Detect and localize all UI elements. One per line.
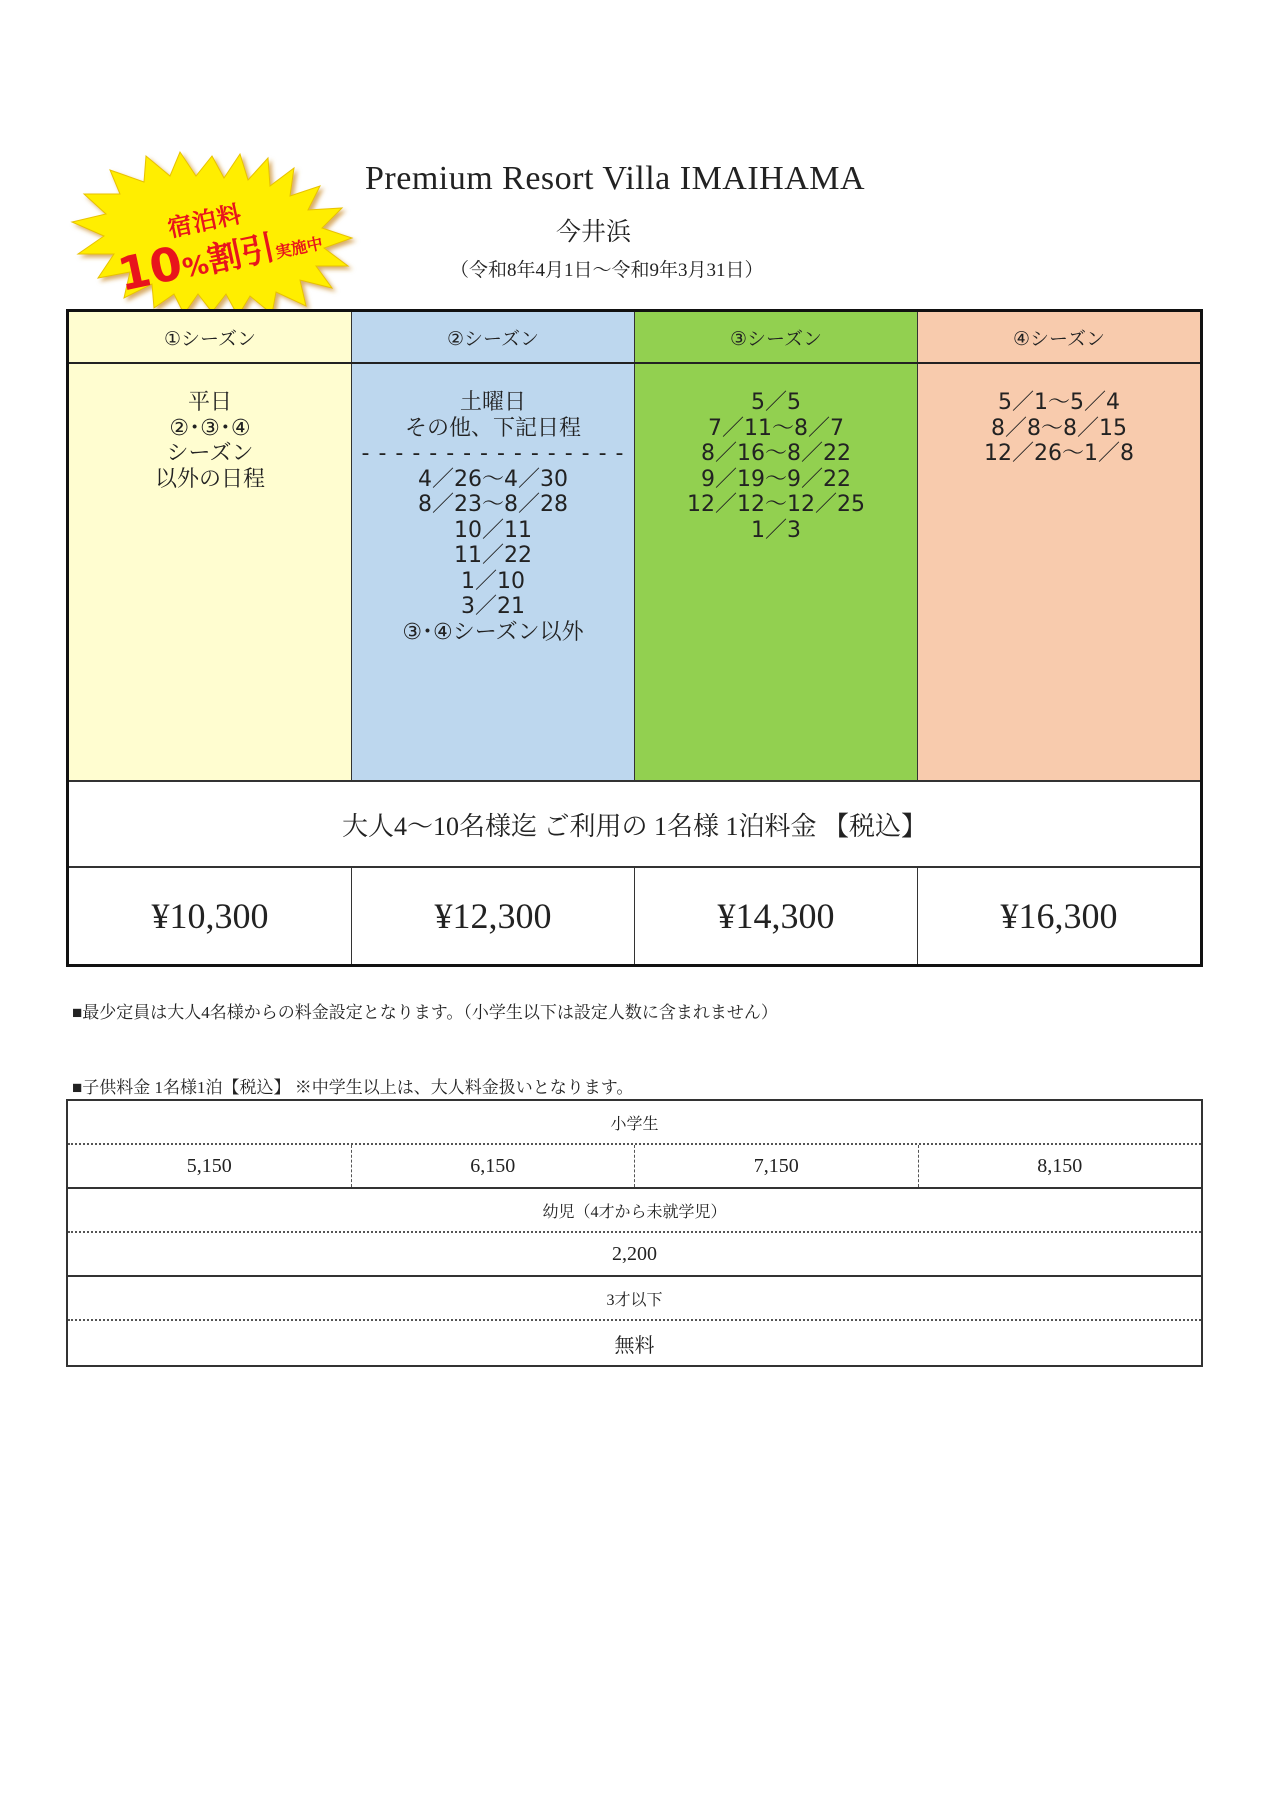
date-line: ③･④シーズン以外 [402,619,584,645]
season-1-header: ①シーズン [69,312,352,362]
page-title: Premium Resort Villa IMAIHAMA [365,160,866,197]
date-line: 12／26～1／8 [984,441,1134,466]
date-line: 8／23～8／28 [418,492,568,517]
date-line: 5／1～5／4 [998,390,1120,415]
season-4-header: ④シーズン [918,312,1200,362]
infant-label-row: 幼児（4才から未就学児） [68,1189,1201,1233]
date-line: 7／11～8／7 [708,415,844,441]
date-line: 10／11 [454,517,532,543]
season-2-header: ②シーズン [352,312,635,362]
season-1-price: ¥10,300 [69,868,352,964]
child-rate-table [66,1099,1203,1367]
date-line: 1／10 [461,568,525,594]
date-line: 3／21 [461,594,525,619]
date-line: 1／3 [751,517,801,543]
date-line: 以外の日程 [154,466,265,492]
season-header-row [69,312,1200,364]
badge-percent-sign: % [179,249,212,285]
elementary-label-row: 小学生 [68,1101,1201,1145]
date-line: 平日 [187,390,232,415]
date-line: シーズン [166,441,254,466]
date-line: 8／8～8／15 [991,415,1127,441]
toddler-label-row: 3才以下 [68,1277,1201,1321]
discount-badge [62,148,362,318]
badge-ongoing: 実施中 [273,233,325,263]
date-line: 5／5 [751,390,801,415]
date-line: その他、下記日程 [404,415,581,441]
badge-line1: 宿泊料 [165,199,245,243]
season-3-dates [635,364,918,780]
date-line: 9／19～9／22 [701,466,851,492]
elementary-price-season-1: 5,150 [68,1145,352,1187]
season-rate-table [66,309,1203,967]
child-rate-heading: ■子供料金 1名様1泊【税込】 ※中学生以上は、大人料金扱いとなります。 [72,1078,634,1097]
date-line: 土曜日 [459,390,526,415]
divider-dashes: - - - - - - - - - - - - - - - - [361,441,625,466]
badge-percent-number: 10 [113,235,187,302]
adult-price-row [69,868,1200,964]
toddler-price-row: 無料 [614,1334,655,1357]
season-1-dates [69,364,352,780]
season-4-price: ¥16,300 [1000,896,1118,936]
minimum-occupancy-note: ■最少定員は大人4名様からの料金設定となります。（小学生以下は設定人数に含まれません） [72,1003,778,1022]
date-line: 11／22 [454,543,532,568]
elementary-price-season-3: 7,150 [635,1145,919,1187]
adult-rate-title: 大人4～10名様迄 ご利用の 1名様 1泊料金 【税込】 [69,782,1200,868]
date-line: 12／12～12／25 [687,492,865,517]
subtitle-text: 今井浜 [556,219,632,246]
season-2-dates [352,364,635,780]
elementary-price-season-4: 8,150 [1037,1154,1083,1177]
badge-discount-word: 割引 [203,227,279,282]
date-line: 8／16～8／22 [701,441,851,466]
date-line: ②･③･④ [169,415,251,441]
infant-price-row: 2,200 [68,1233,1201,1277]
elementary-price-row [68,1145,1201,1189]
season-dates-row [69,364,1200,782]
season-4-dates [918,364,1200,780]
season-3-header: ③シーズン [635,312,918,362]
season-3-price: ¥14,300 [635,868,918,964]
date-line: 4／26～4／30 [418,466,568,492]
elementary-price-season-2: 6,150 [352,1145,636,1187]
valid-period: （令和8年4月1日～令和9年3月31日） [450,260,764,281]
season-2-price: ¥12,300 [352,868,635,964]
